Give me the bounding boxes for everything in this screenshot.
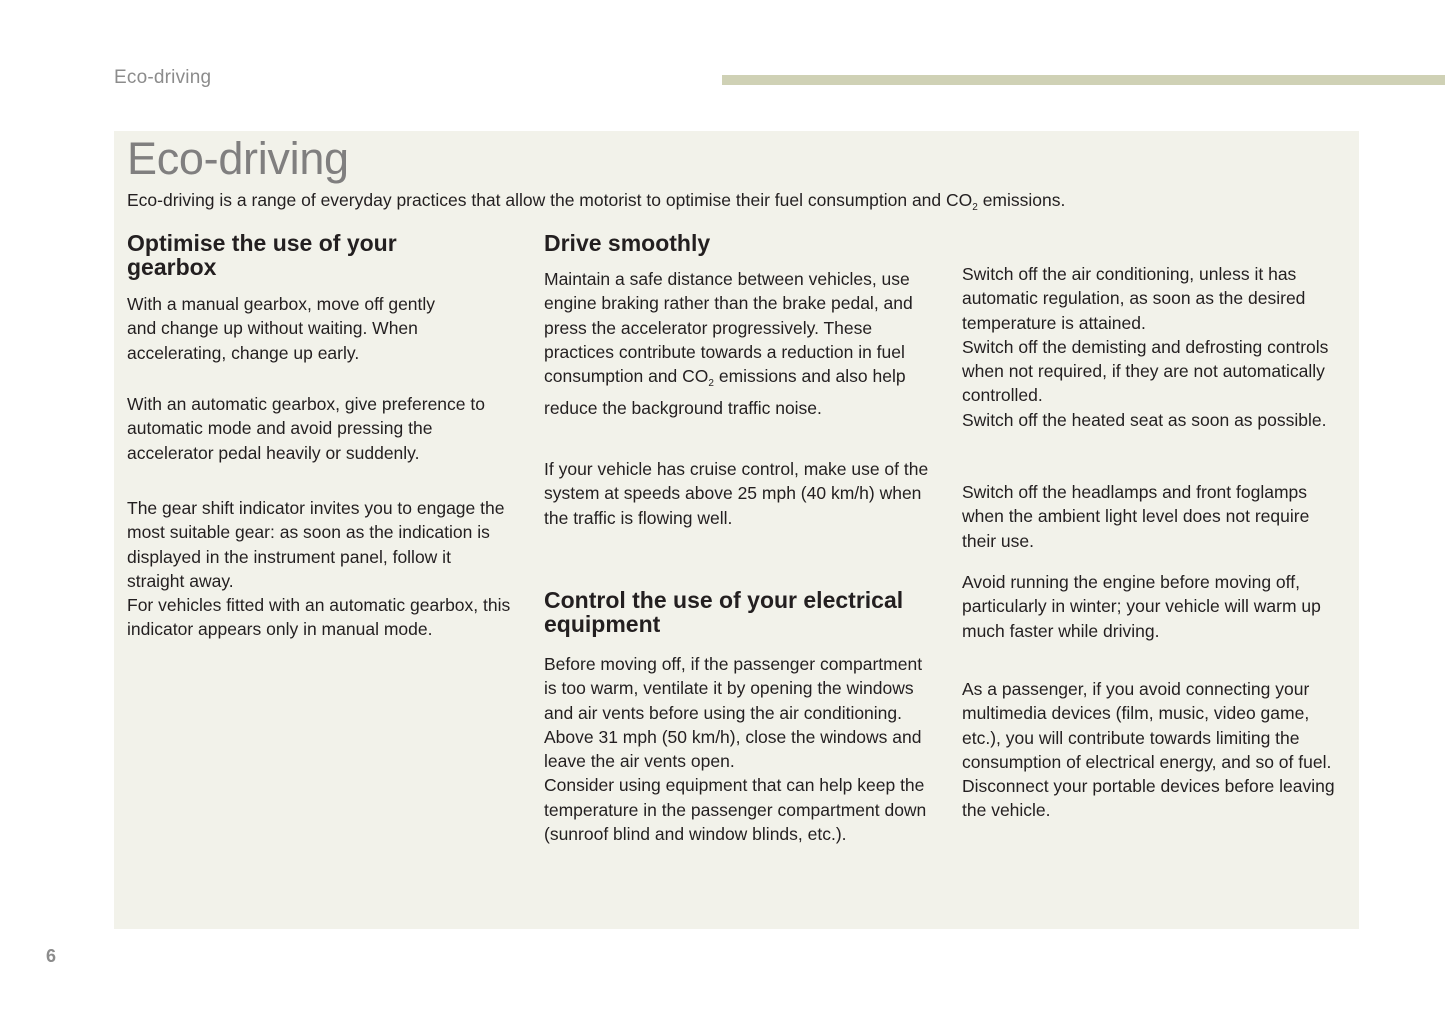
gearbox-automatic-section: [127, 392, 497, 465]
drive-smoothly-heading: Drive smoothly: [544, 230, 711, 256]
heated-seat-paragraph: Switch off the heated seat as soon as possible.: [962, 409, 1327, 430]
gear-shift-indicator-section: [127, 496, 512, 642]
demisting-paragraph: Switch off the demisting and defrosting controls when not required, if they are not automatically controlled.: [962, 336, 1329, 406]
safe-distance-paragraph: [544, 267, 914, 421]
cruise-control-paragraph: If your vehicle has cruise control, make use of the system at speeds above 25 mph (40 km/h) when the traffic is flowing well.: [544, 459, 929, 528]
safe-distance-section: [544, 267, 914, 421]
gearbox-manual-section: [127, 292, 467, 365]
ventilation-paragraph: Before moving off, if the passenger compartment is too warm, ventilate it by opening the windows and air vents before using the air conditioning.: [544, 654, 923, 723]
page-title: Eco-driving: [127, 133, 349, 184]
gearbox-automatic-paragraph: With an automatic gearbox, give preference to automatic mode and avoid pressing the accelerator pedal heavily or suddenly.: [127, 394, 485, 463]
gearbox-manual-paragraph: With a manual gearbox, move off gently and change up without waiting. When accelerating, change up early.: [127, 294, 436, 363]
drive-smoothly-section: [544, 231, 934, 255]
co2-subscript: 2: [708, 378, 714, 390]
gearbox-section: [127, 231, 502, 279]
running-header-title: Eco-driving: [114, 67, 212, 88]
intro-text-end: emissions.: [977, 190, 1066, 210]
safe-distance-text: Maintain a safe distance between vehicles, use engine braking rather than the brake pedal, and press the accelerator progressively. These practices contribute towards a reduction in fuel consumption and CO: [544, 269, 913, 387]
intro-subscript: 2: [972, 202, 978, 213]
gear-shift-indicator-paragraph: The gear shift indicator invites you to engage the most suitable gear: as soon as the indication is displayed in the instrument panel, follow it straight away.: [127, 498, 505, 591]
electrical-equipment-heading: Control the use of your electrical equipment: [544, 587, 904, 637]
ventilation-section: [544, 652, 929, 846]
air-conditioning-paragraph: Switch off the air conditioning, unless it has automatic regulation, as soon as the desired temperature is attained.: [962, 264, 1306, 333]
multimedia-section: [962, 677, 1342, 823]
intro-text: Eco-driving is a range of everyday practices that allow the motorist to optimise their fuel consumption and CO: [127, 190, 973, 210]
air-vents-paragraph: Above 31 mph (50 km/h), close the windows and leave the air vents open.: [544, 726, 922, 772]
engine-warmup-paragraph: Avoid running the engine before moving off, particularly in winter; your vehicle will warm up much faster while driving.: [962, 572, 1321, 641]
gear-shift-automatic-note: For vehicles fitted with an automatic gearbox, this indicator appears only in manual mode.: [127, 595, 511, 640]
multimedia-paragraph: As a passenger, if you avoid connecting your multimedia devices (film, music, video game, etc.), you will contribute towards limiting the consumption of electrical energy, and so of fuel.: [962, 679, 1332, 772]
gearbox-heading: Optimise the use of your gearbox: [127, 230, 397, 280]
intro-paragraph: [127, 188, 1327, 220]
air-conditioning-section: [962, 262, 1337, 432]
sunroof-blind-paragraph: Consider using equipment that can help keep the temperature in the passenger compartment down (sunroof blind and window blinds, etc.).: [544, 775, 927, 845]
header-accent-bar: [722, 75, 1445, 85]
engine-warmup-section: [962, 570, 1347, 643]
headlamps-section: [962, 480, 1342, 553]
safe-distance-text-end: emissions and also help reduce the background traffic noise.: [544, 366, 906, 419]
page-number: 6: [46, 946, 57, 966]
cruise-control-section: [544, 457, 929, 530]
electrical-equipment-section: [544, 588, 934, 636]
portable-devices-paragraph: Disconnect your portable devices before leaving the vehicle.: [962, 776, 1335, 821]
headlamps-paragraph: Switch off the headlamps and front foglamps when the ambient light level does not require their use.: [962, 482, 1310, 551]
